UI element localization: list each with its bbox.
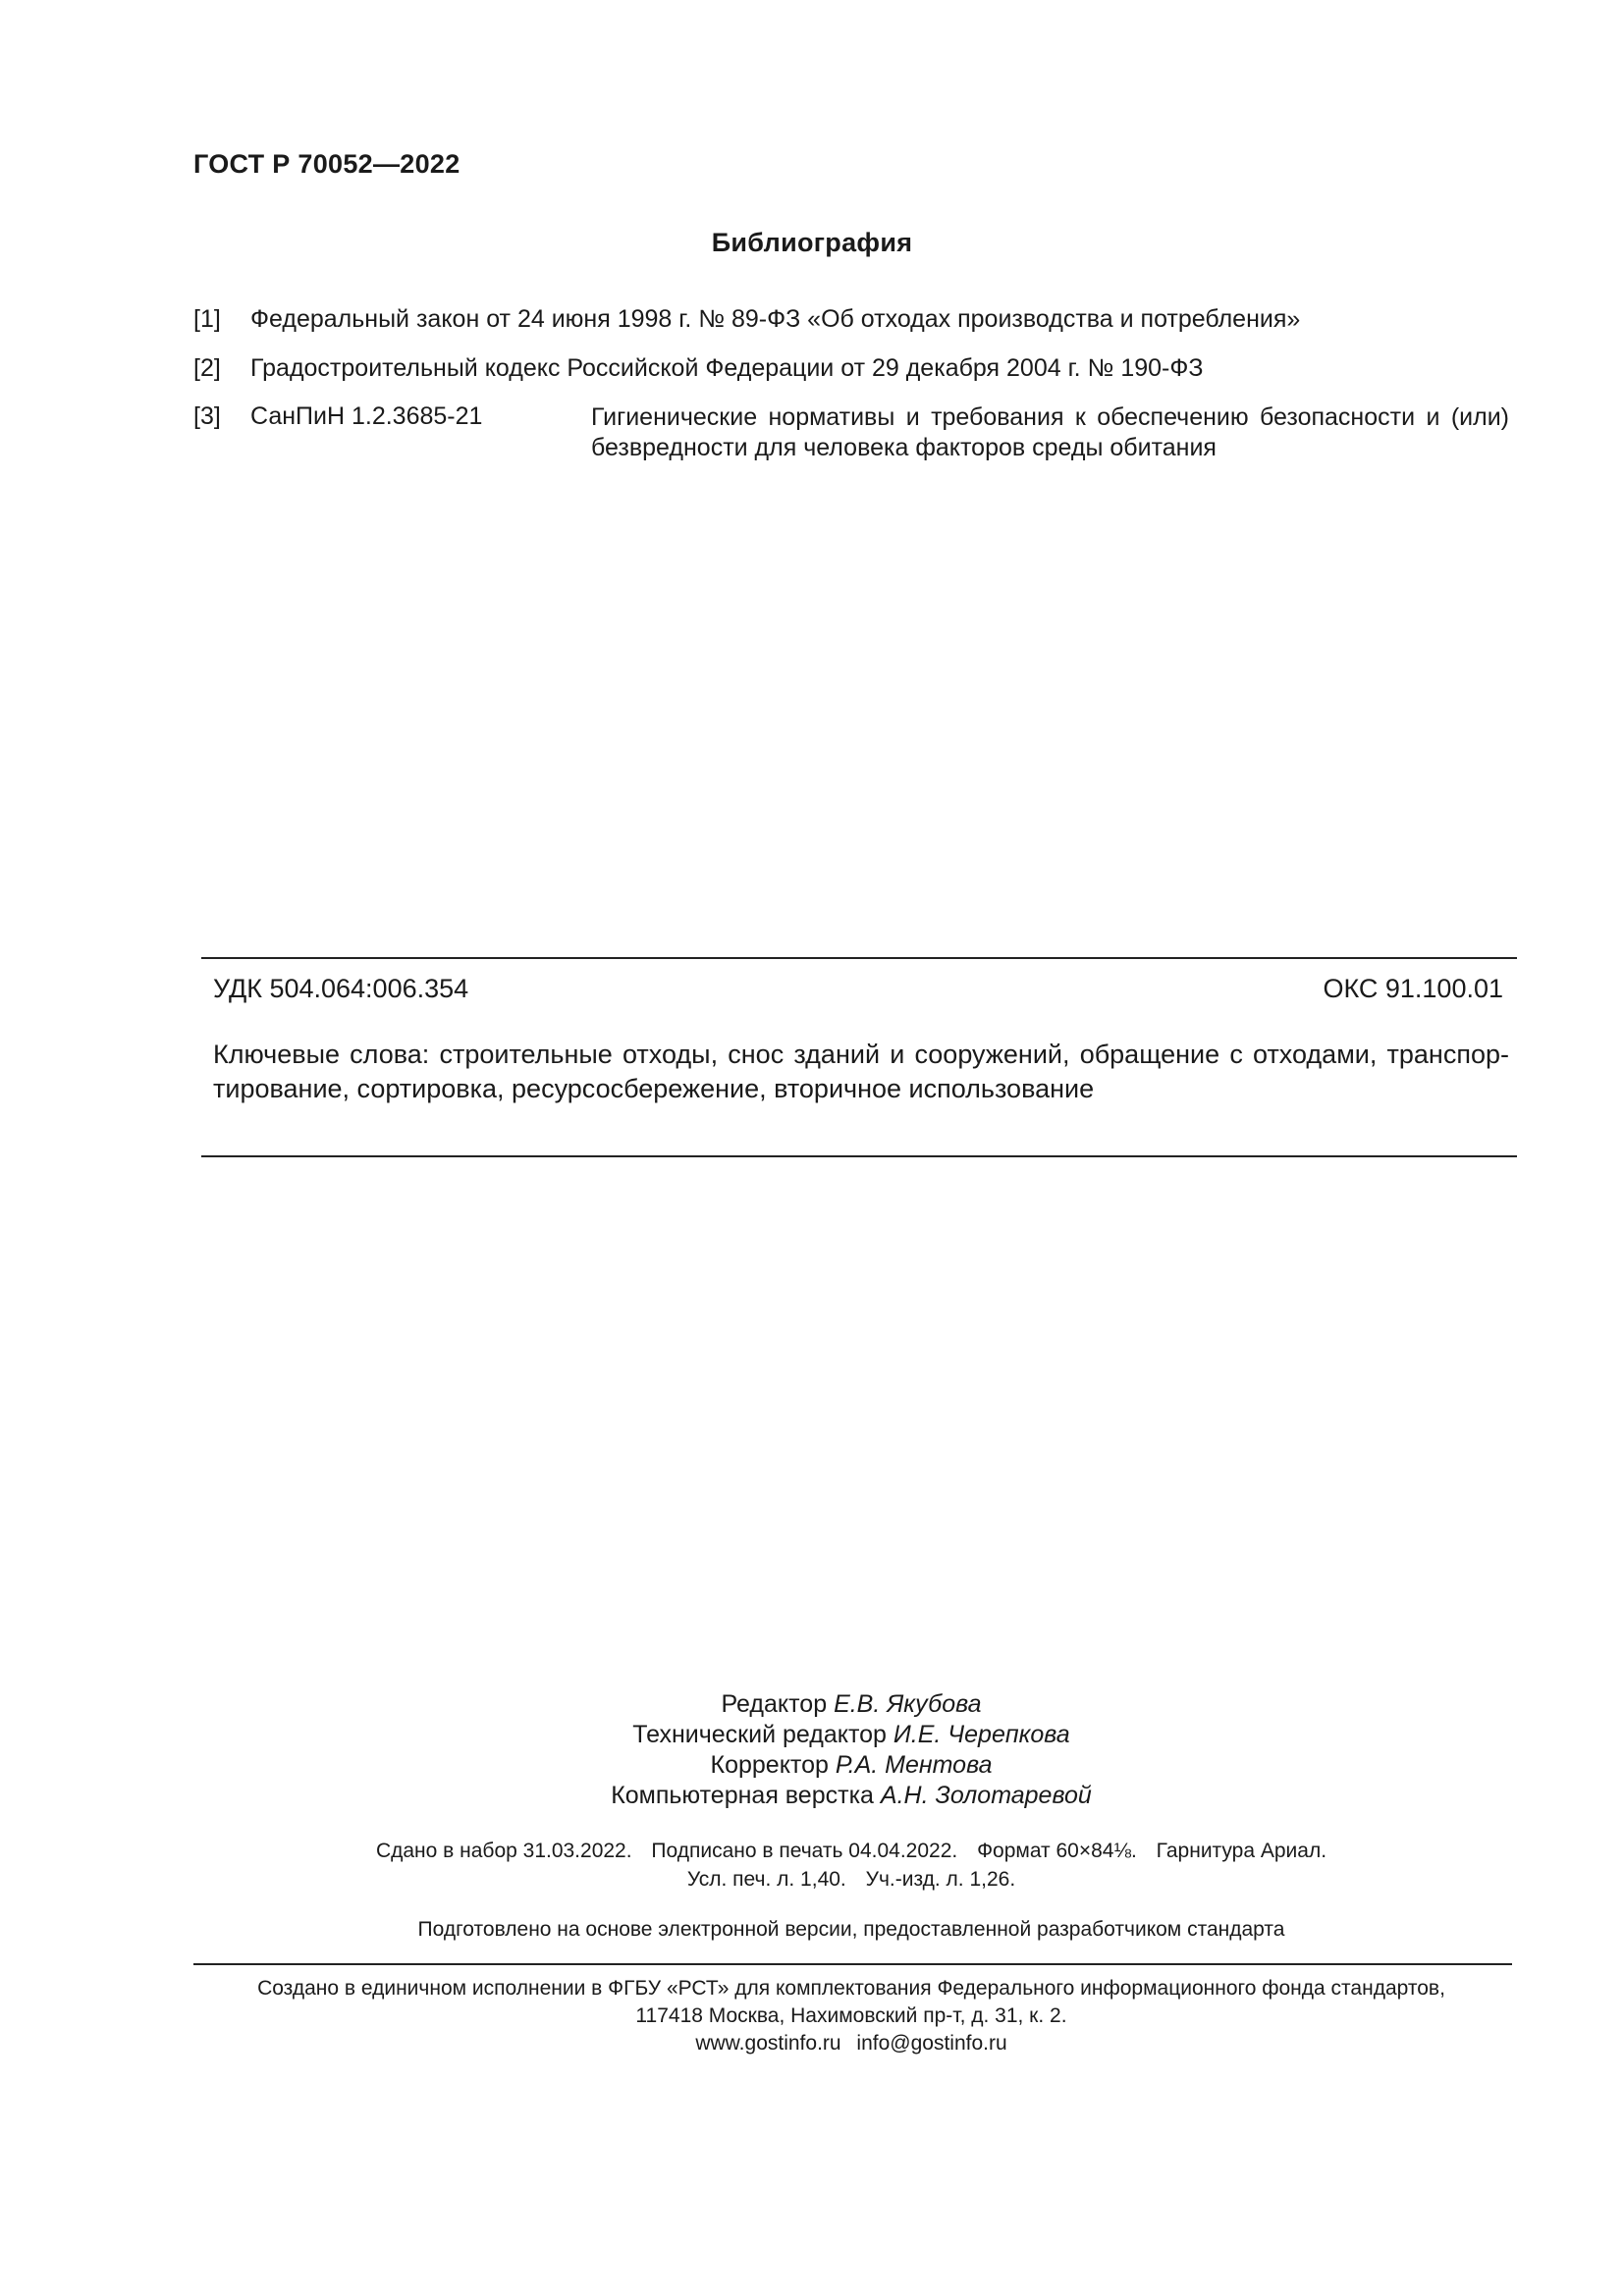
bibliography-title: Библиография [711,228,913,257]
footer-line: 117418 Москва, Нахимовский пр-т, д. 31, к. 2. [635,2004,1067,2027]
reference-number: [2] [193,354,221,382]
print-info-line [0,1865,1624,1894]
credit-line [0,1720,1624,1750]
divider-bottom [201,1155,1517,1157]
print-format: Формат 60×84⅛. [977,1840,1137,1862]
credit-person: Р.А. Ментова [835,1751,993,1779]
credit-person: А.Н. Золотаревой [880,1782,1092,1809]
submitted-date: Сдано в набор 31.03.2022. [375,1840,632,1862]
keywords-line: Ключевые слова: строительные отходы, снос зданий и сооружений, обращение с отходами, транспор- [213,1040,1509,1069]
reference-code: СанПиН 1.2.3685-21 [250,402,483,430]
credit-role: Редактор [721,1690,828,1718]
footer-divider [193,1963,1512,1965]
credit-person: И.Е. Черепкова [893,1721,1070,1748]
prepared-note: Подготовлено на основе электронной версии, предоставленной разработчиком стандарта [417,1918,1285,1941]
reference-number: [1] [193,305,221,333]
credit-role: Корректор [710,1751,829,1779]
signed-date: Подписано в печать 04.04.2022. [651,1840,958,1862]
credits [0,1689,1624,1811]
print-sheets: Усл. печ. л. 1,40. [686,1868,846,1891]
print-info-line [0,1837,1624,1865]
udk-code: УДК 504.064:006.354 [213,974,469,1003]
credit-person: Е.В. Якубова [834,1690,982,1718]
credit-role: Компьютерная верстка [611,1782,874,1809]
reference-text: Градостроительный кодекс Российской Федерации от 29 декабря 2004 г. № 190-ФЗ [250,354,1204,382]
footer-contacts [0,2030,1624,2057]
credit-line [0,1750,1624,1781]
typeface: Гарнитура Ариал. [1156,1840,1327,1862]
reference-description-line: безвредности для человека факторов среды обитания [591,434,1217,461]
reference-text: Федеральный закон от 24 июня 1998 г. № 89-ФЗ «Об отходах производства и потребления» [250,305,1301,333]
footer-line: Создано в единичном исполнении в ФГБУ «РСТ» для комплектования Федерального информационного фонда стандартов, [257,1977,1445,2000]
oks-code: ОКС 91.100.01 [1323,974,1503,1003]
document-code: ГОСТ Р 70052—2022 [193,149,460,179]
divider-top [201,957,1517,959]
print-info [0,1837,1624,1894]
publisher-sheets: Уч.-изд. л. 1,26. [865,1868,1016,1891]
publisher-footer [0,1975,1624,2057]
email-link[interactable]: info@gostinfo.ru [856,2032,1007,2055]
credit-line [0,1689,1624,1720]
website-link[interactable]: www.gostinfo.ru [695,2032,841,2055]
credit-role: Технический редактор [632,1721,887,1748]
reference-description-line: Гигиенические нормативы и требования к обеспечению безопасности и (или) [591,403,1509,431]
keywords-line: тирование, сортировка, ресурсосбережение, вторичное использование [213,1074,1095,1103]
reference-number: [3] [193,402,221,430]
keywords [213,1038,1509,1106]
reference-description [591,402,1509,463]
credit-line [0,1781,1624,1811]
